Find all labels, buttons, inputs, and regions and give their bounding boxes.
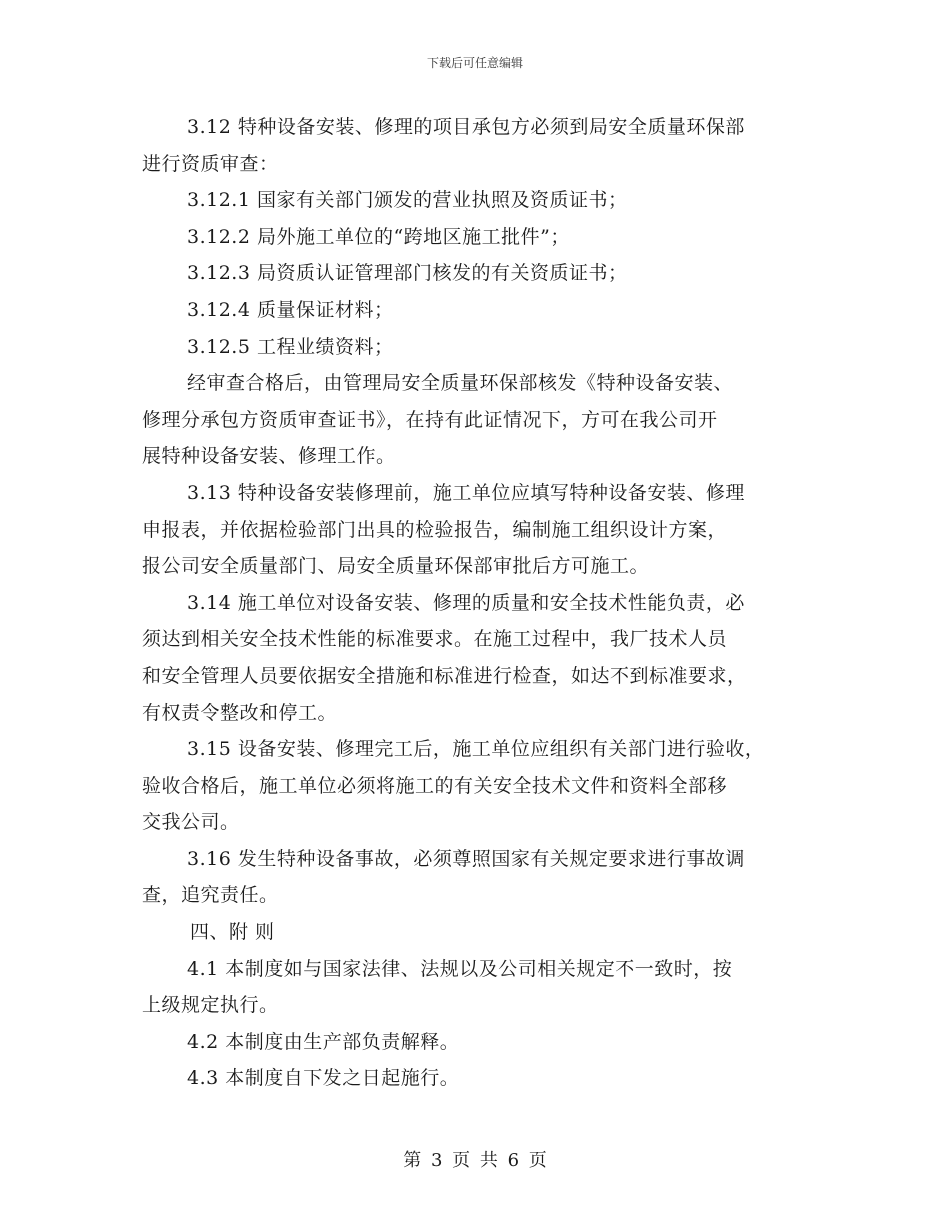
text-line: 报公司安全质量部门、局安全质量环保部审批后方可施工。 xyxy=(142,555,650,578)
text-line: 申报表，并依据检验部门出具的检验报告，编制施工组织设计方案， xyxy=(142,518,728,541)
text-line: 3.12.5 工程业绩资料； xyxy=(187,335,394,358)
text-line: 有权责令整改和停工。 xyxy=(142,701,338,724)
text-line: 修理分承包方资质审查证书》，在持有此证情况下，方可在我公司开 xyxy=(142,408,718,431)
text-line: 4.2 本制度由生产部负责解释。 xyxy=(187,1030,460,1053)
text-line: 3.16 发生特种设备事故，必须尊照国家有关规定要求进行事故调 xyxy=(187,847,745,870)
text-line: 和安全管理人员要依据安全措施和标准进行检查，如达不到标准要求， xyxy=(142,664,747,687)
page-header: 下载后可任意编辑 xyxy=(426,56,523,70)
text-line: 经审查合格后，由管理局安全质量环保部核发《特种设备安装、 xyxy=(187,372,734,395)
text-line: 3.12.1 国家有关部门颁发的营业执照及资质证书； xyxy=(187,189,628,212)
text-line: 4.3 本制度自下发之日起施行。 xyxy=(187,1067,460,1090)
text-line: 展特种设备安装、修理工作。 xyxy=(142,445,396,468)
text-line: 3.14 施工单位对设备安装、修理的质量和安全技术性能负责，必 xyxy=(187,591,745,614)
page-number: 第 3 页 共 6 页 xyxy=(403,1150,547,1171)
text-line: 3.12 特种设备安装、修理的项目承包方必须到局安全质量环保部 xyxy=(187,116,745,138)
text-line: 3.13 特种设备安装修理前，施工单位应填写特种设备安装、修理 xyxy=(187,481,745,504)
text-line: 进行资质审查： xyxy=(142,152,279,175)
text-line: 须达到相关安全技术性能的标准要求。在施工过程中，我厂技术人员 xyxy=(142,628,728,651)
text-line: 3.12.3 局资质认证管理部门核发的有关资质证书； xyxy=(187,262,628,285)
text-line: 3.12.4 质量保证材料； xyxy=(187,298,394,321)
text-line: 验收合格后，施工单位必须将施工的有关安全技术文件和资料全部移 xyxy=(142,774,728,797)
text-line: 上级规定执行。 xyxy=(142,994,279,1017)
text-line: 查，追究责任。 xyxy=(142,884,279,907)
text-line: 交我公司。 xyxy=(142,811,240,834)
text-line: 3.12.2 局外施工单位的“跨地区施工批件”； xyxy=(187,225,570,248)
text-line: 4.1 本制度如与国家法律、法规以及公司相关规定不一致时，按 xyxy=(187,957,733,980)
section-heading: 四、附 则 xyxy=(190,921,275,944)
text-line: 3.15 设备安装、修理完工后，施工单位应组织有关部门进行验收， xyxy=(187,738,765,761)
document-body xyxy=(142,109,822,1097)
